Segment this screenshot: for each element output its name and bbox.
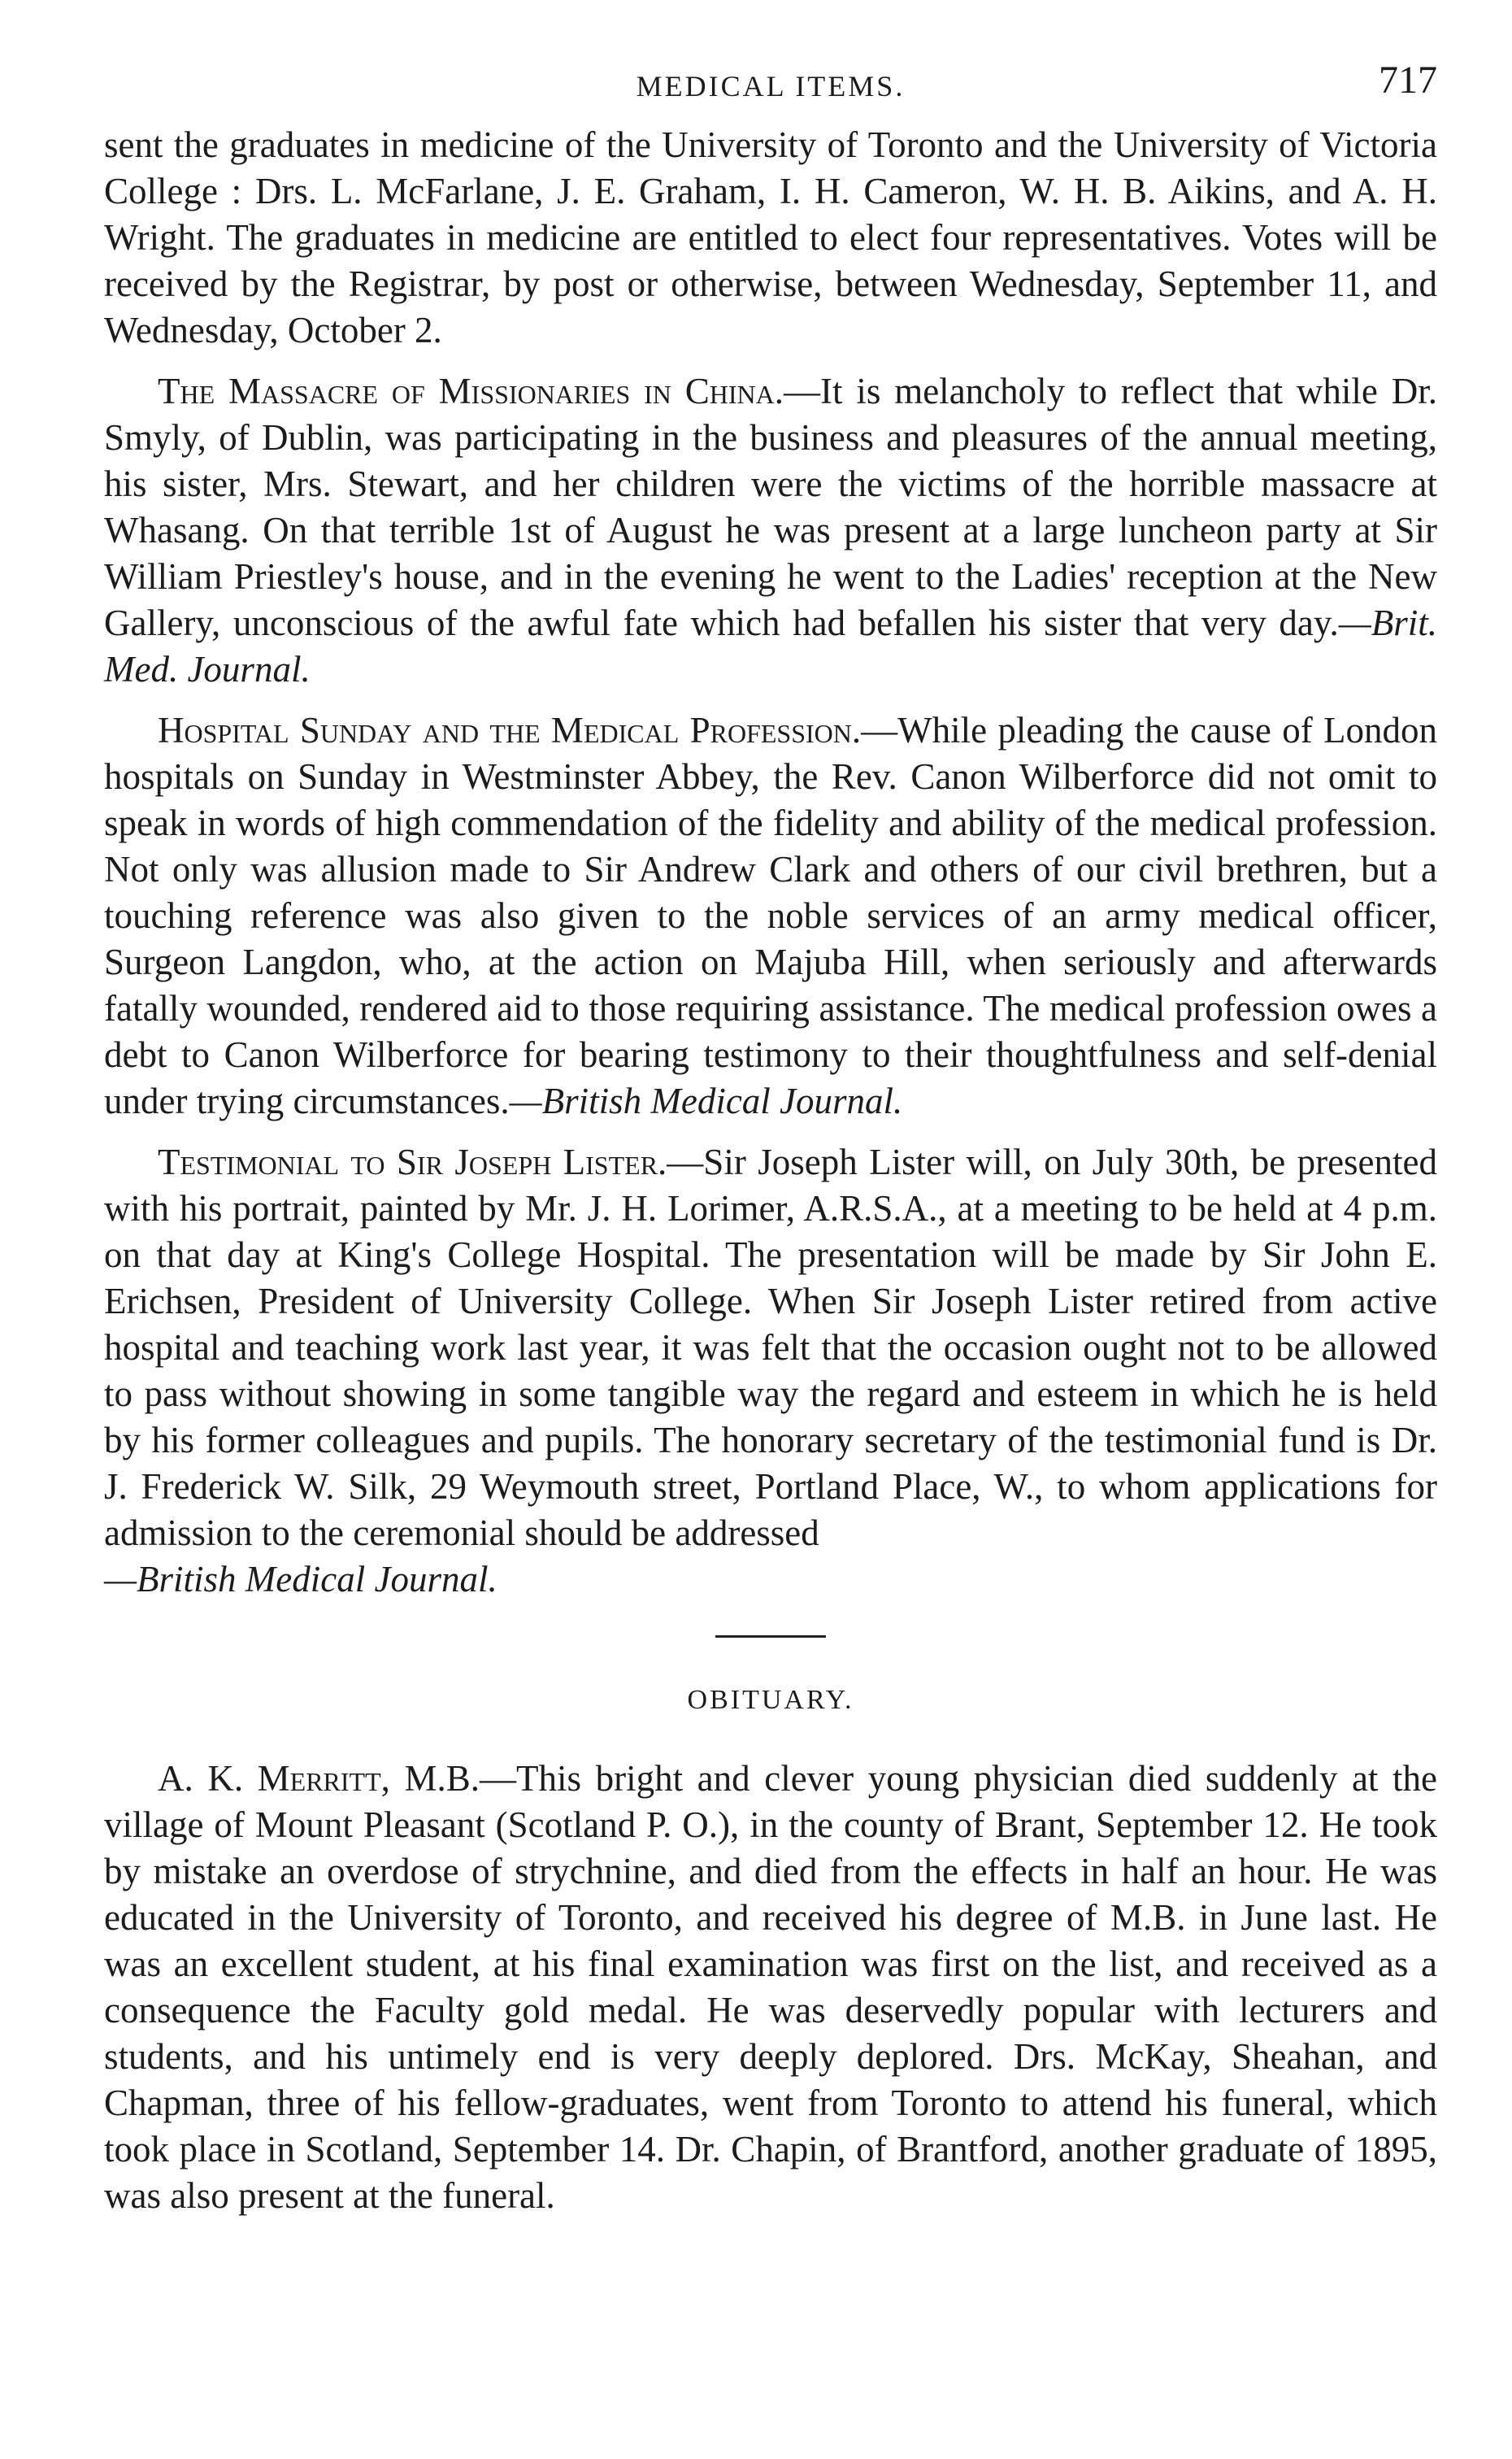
source-citation: —Brit. Med. Journal. [104, 603, 1437, 690]
document-page [104, 49, 1437, 2234]
paragraph-continuation [104, 122, 1437, 354]
paragraph-body: —It is melancholy to reflect that while Dr. Smyly, of Dublin, was participating in the business and pleasures of the annual meeting, his sister, Mrs. Stewart, and her children were the victims of the horrible massacre at Whasang. On that terrible 1st of August he was present at a large luncheon party at Sir William Priestley's house, and in the evening he went to the Ladies' reception at the New Gallery, unconscious of the awful fate which had befallen his sister that very day. [104, 371, 1438, 643]
obituary-title: OBITUARY. [687, 1685, 854, 1715]
source-citation: —British Medical Journal. [104, 1559, 497, 1599]
paragraph-testimonial-lister [104, 1139, 1437, 1603]
paragraph-heading: A. K. Merritt, M.B. [158, 1758, 480, 1799]
paragraph-heading: Hospital Sunday and the Medical Profession. [158, 710, 862, 751]
page-number: 717 [1379, 59, 1437, 102]
paragraph-body: —Sir Joseph Lister will, on July 30th, be presented with his portrait, painted by Mr. J. H. Lorimer, A.R.S.A., at a meeting to be held at 4 p.m. on that day at King's College Hospital. The presentation will be made by Sir John E. Erichsen, President of University College. When Sir Joseph Lister retired from active hospital and teaching work last year, it was felt that the occasion ought not to be allowed to pass without showing in some tangible way the regard and esteem in which he is held by his former colleagues and pupils. The honorary secretary of the testimonial fund is Dr. J. Frederick W. Silk, 29 Weymouth street, Portland Place, W., to whom applications for admission to the ceremonial should be addressed [104, 1142, 1438, 1553]
paragraph-body: sent the graduates in medicine of the University of Toronto and the University of Victoria College : Drs. L. McFarlane, J. E. Graham, I. H. Cameron, W. H. B. Aikins, and A. H. Wright. The graduates in medicine are entitled to elect four representatives. Votes will be received by the Registrar, by post or otherwise, between Wednesday, September 11, and Wednesday, October 2. [104, 124, 1437, 350]
paragraph-hospital-sunday [104, 707, 1437, 1125]
page-header [104, 49, 1437, 122]
running-title: MEDICAL ITEMS. [636, 70, 906, 102]
paragraph-heading: Testimonial to Sir Joseph Lister. [158, 1142, 667, 1182]
paragraph-body: —While pleading the cause of London hospitals on Sunday in Westminster Abbey, the Rev. Canon Wilberforce did not omit to speak in words of high commendation of the fidelity and ability of the medical profession. Not only was allusion made to Sir Andrew Clark and others of our civil brethren, but a touching reference was also given to the noble services of an army medical officer, Surgeon Langdon, who, at the action on Majuba Hill, when seriously and afterwards fatally wounded, rendered aid to those requiring assistance. The medical profession owes a debt to Canon Wilberforce for bearing testimony to their thoughtfulness and self-denial under trying circumstances. [104, 710, 1437, 1121]
paragraph-obituary-merritt [104, 1756, 1437, 2219]
paragraph-body: —This bright and clever young physician died suddenly at the village of Mount Pleasant (Scotland P. O.), in the county of Brant, September 12. He took by mistake an overdose of strychnine, and died from the effects in half an hour. He was educated in the University of Toronto, and received his degree of M.B. in June last. He was an excellent student, at his final examination was first on the list, and received as a consequence the Faculty gold medal. He was deservedly popular with lecturers and students, and his untimely end is very deeply deplored. Drs. McKay, Sheahan, and Chapman, three of his fellow-graduates, went from Toronto to attend his funeral, which took place in Scotland, September 14. Dr. Chapin, of Brantford, another graduate of 1895, was also present at the funeral. [104, 1758, 1437, 2216]
section-divider [715, 1635, 826, 1638]
paragraph-massacre-missionaries [104, 368, 1437, 693]
source-citation: —British Medical Journal. [509, 1081, 903, 1121]
paragraph-heading: The Massacre of Missionaries in China. [158, 371, 784, 411]
